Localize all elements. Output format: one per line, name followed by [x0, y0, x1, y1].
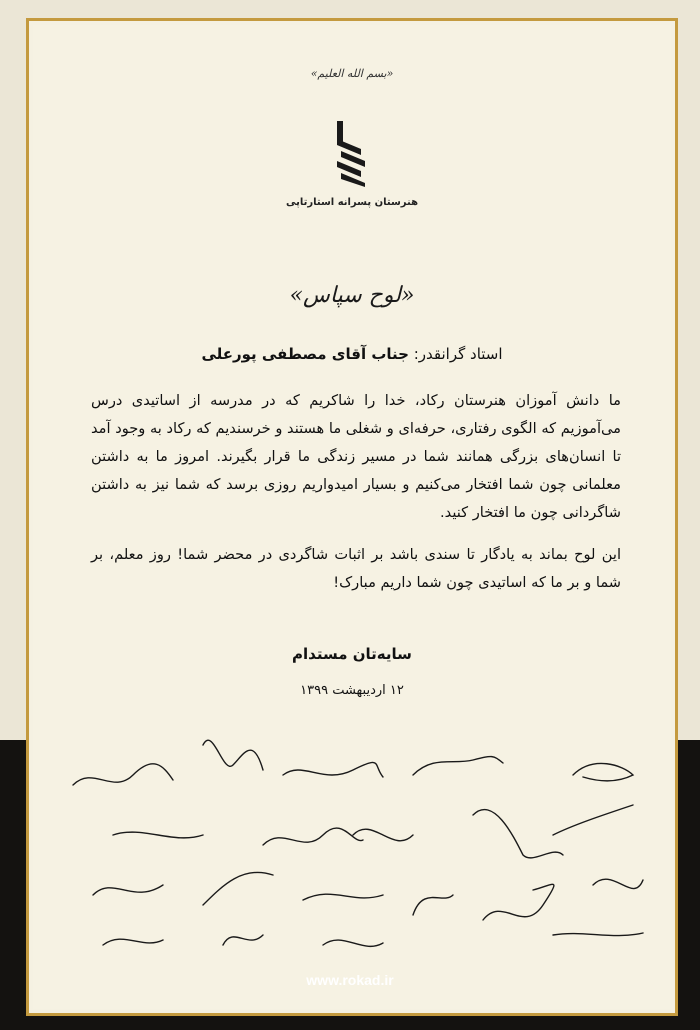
signature-mark [573, 763, 633, 780]
addressee-prefix: استاد گرانقدر: [408, 345, 503, 363]
signature-mark [103, 939, 163, 945]
signature-mark [203, 740, 263, 770]
signature-mark [323, 940, 383, 946]
body-paragraph: ما دانش آموزان هنرستان رکاد، خدا را شاکریم که در مدرسه از اساتیدی درس می‌آموزیم که الگوی رفتاری، حرفه‌ای و شغلی ما هستند و خرسندیم که رکاد به وجود آمد تا انسان‌های بزرگی همانند شما در مسیر زندگی ما قرار بگیرند. امروز ما به داشتن معلمانی چون شما افتخار می‌کنیم و بسیار امیدواریم روزی برسد که شما نیز به داشتن شاگردانی چون ما افتخار کنید. [91, 392, 621, 521]
signature-mark [413, 895, 453, 915]
signature-mark [413, 757, 503, 775]
body-paragraph: این لوح بماند به یادگار تا سندی باشد بر اثبات شاگردی در محضر شما! روز معلم، بر شما و بر ما که اساتیدی چون شما داریم مبارک! [91, 546, 621, 591]
signature-mark [553, 805, 633, 835]
certificate-body [91, 387, 621, 611]
date-text: ۱۲ اردیبهشت ۱۳۹۹ [300, 683, 404, 698]
signature-mark [483, 884, 554, 920]
website-url: www.rokad.ir [306, 972, 394, 988]
signature-mark [353, 829, 413, 841]
signature-mark [553, 933, 643, 936]
plaque-title: «لوح سپاس» [289, 283, 415, 308]
school-name: هنرستان پسرانه استارتاپی [285, 197, 419, 208]
certificate-paper [33, 25, 671, 1009]
school-logo [333, 121, 369, 187]
signature-mark [593, 879, 643, 888]
signature-mark [93, 885, 163, 895]
signature-mark [203, 872, 273, 905]
bismillah-text: «بسم الله العلیم» [310, 67, 394, 80]
signature-mark [283, 762, 383, 777]
addressee-name: جناب آقای مصطفی پورعلی [201, 345, 409, 363]
closing-text: سایه‌تان مستدام [292, 645, 412, 663]
signature-mark [473, 810, 563, 858]
signature-mark [113, 832, 203, 838]
signature-mark [263, 828, 363, 845]
signature-mark [223, 935, 263, 945]
signature-mark [73, 764, 173, 785]
student-signatures [53, 705, 653, 955]
signature-mark [303, 894, 383, 900]
addressee-line [33, 345, 671, 363]
